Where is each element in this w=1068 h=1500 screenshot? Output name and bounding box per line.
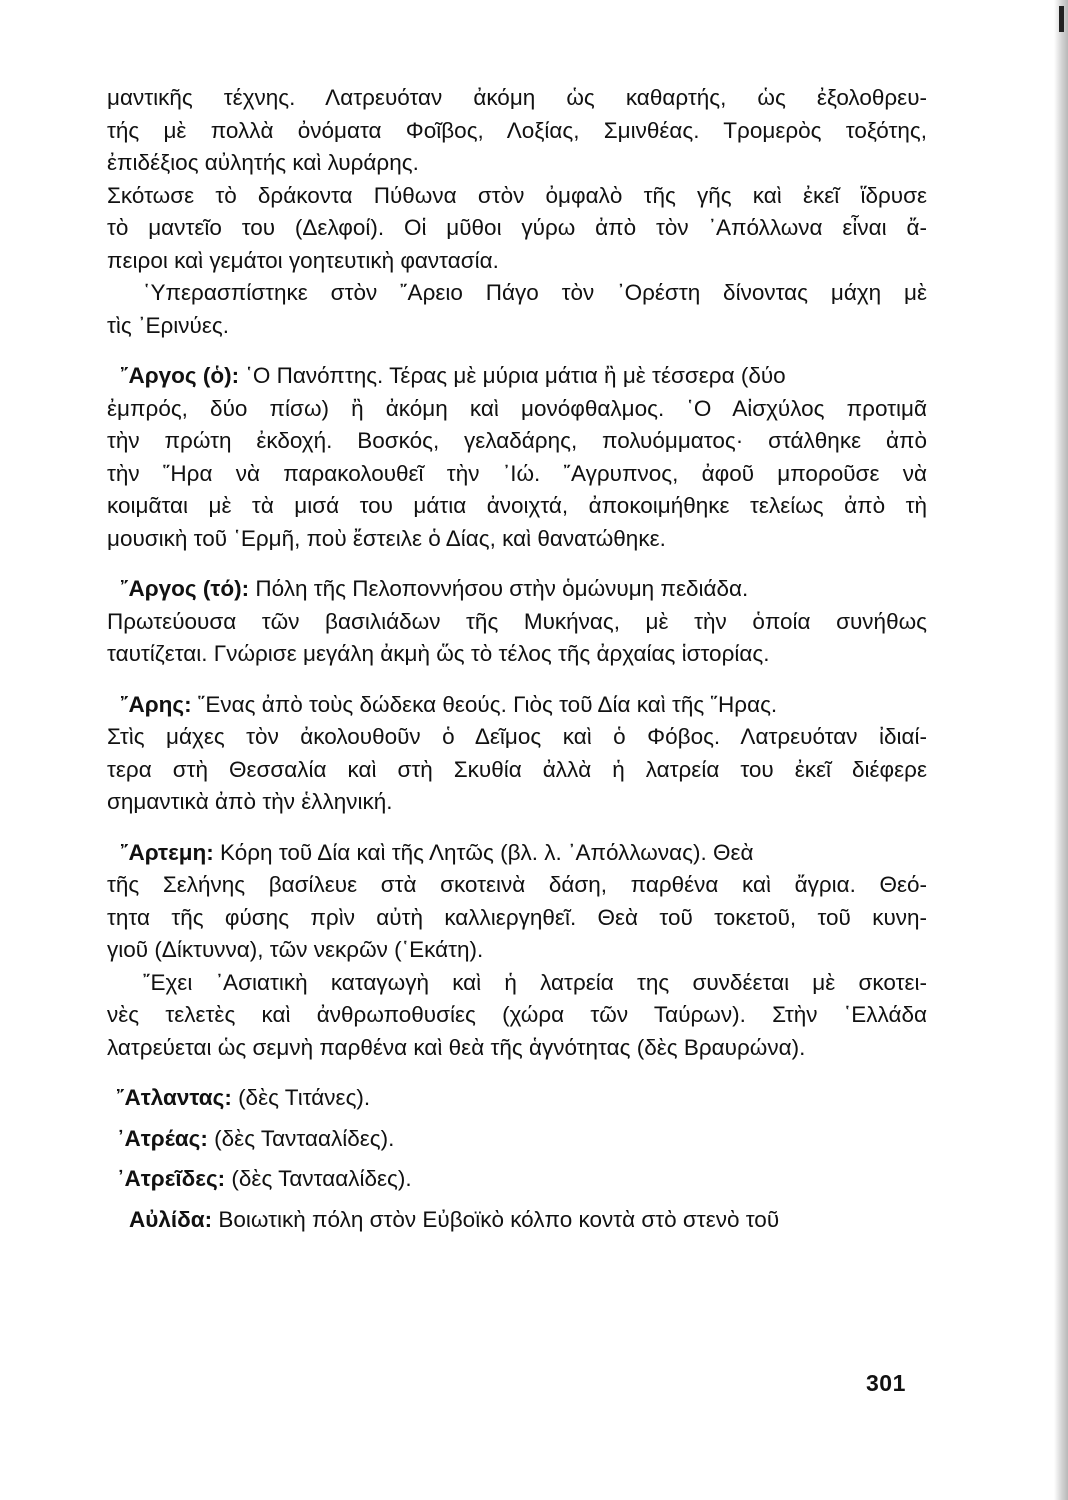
entry-gap xyxy=(107,1196,927,1204)
entry-argos-city xyxy=(107,573,927,606)
entry-term: Αὐλίδα: xyxy=(129,1206,213,1232)
entry-term: ᾿Ατρέας: xyxy=(117,1125,208,1151)
text-line: γιοῦ (Δίκτυννα), τῶν νεκρῶν (῾Εκάτη). xyxy=(107,937,484,962)
entry-gap xyxy=(107,1064,927,1082)
entry-gap xyxy=(107,342,927,360)
entry-term: ῎Αργος (τό): xyxy=(121,576,250,601)
text-line: ἐπιδέξιος αὐλητής καὶ λυράρης. xyxy=(107,150,419,175)
text-line: τερα στὴ Θεσσαλία καὶ στὴ Σκυθία ἀλλὰ ἡ λατρεία του ἐκεῖ διέφερε xyxy=(107,756,927,782)
text-line: Σκότωσε τὸ δράκοντα Πύθωνα στὸν ὀμφαλὸ τῆς γῆς καὶ ἐκεῖ ἵδρυσε xyxy=(107,182,927,208)
entry-text: Βοιωτικὴ πόλη στὸν Εὐβοϊκὸ κόλπο κοντὰ στὸ στενὸ τοῦ xyxy=(212,1206,780,1232)
entry-atreides xyxy=(107,1163,927,1196)
page-edge-mark xyxy=(1059,6,1064,32)
entry-term: ῎Ατλαντας: xyxy=(117,1085,232,1110)
document-page xyxy=(107,82,927,1236)
text-line: κοιμᾶται μὲ τὰ μισά του μάτια ἀνοιχτά, ἀποκοιμήθηκε τελείως ἀπὸ τὴ xyxy=(107,493,927,518)
entry-gap xyxy=(107,555,927,573)
text-line: μουσικὴ τοῦ ῾Ερμῆ, ποὺ ἔστειλε ὁ Δίας, καὶ θανατώθηκε. xyxy=(107,525,666,551)
text-line: τητα τῆς φύσης πρὶν αὐτὴ καλλιεργηθεῖ. Θεὰ τοῦ τοκετοῦ, τοῦ κυνη- xyxy=(107,904,927,930)
text-line: πειροι καὶ γεμάτοι γοητευτικὴ φαντασία. xyxy=(107,247,499,273)
entry-aulis xyxy=(107,1204,927,1237)
text-line: τής μὲ πολλὰ ὀνόματα Φοῖβος, Λοξίας, Σμινθέας. Τρομερὸς τοξότης, xyxy=(107,117,927,143)
text-line: τὴν πρώτη ἐκδοχή. Βοσκός, γελαδάρης, πολυόμματος· στάλθηκε ἀπὸ xyxy=(107,428,927,453)
text-line: τὴν ῞Ηρα νὰ παρακολουθεῖ τὴν ᾿Ιώ. ῎Αγρυπνος, ἀφοῦ μποροῦσε νὰ xyxy=(107,460,927,486)
text-line: ἐμπρός, δύο πίσω) ἢ ἀκόμη καὶ μονόφθαλμος. ῾Ο Αἰσχύλος προτιμᾶ xyxy=(107,395,927,421)
entry-gap xyxy=(107,1155,927,1163)
entry-gap xyxy=(107,671,927,689)
text-line: λατρεύεται ὡς σεμνὴ παρθένα καὶ θεὰ τῆς ἁγνότητας (δὲς Βραυρώνα). xyxy=(107,1034,806,1060)
entry-text: (δὲς Ταντααλίδες). xyxy=(225,1166,412,1191)
entry-gap xyxy=(107,819,927,837)
entry-term: ῎Αρτεμη: xyxy=(121,839,214,865)
entry-term: ῎Αρης: xyxy=(121,691,192,717)
entry-atlas xyxy=(107,1082,927,1115)
entry-atreus xyxy=(107,1123,927,1156)
entry-gap xyxy=(107,1115,927,1123)
text-line: μαντικῆς τέχνης. Λατρευόταν ἀκόμη ὡς καθαρτής, ὡς ἐξολοθρευ- xyxy=(107,85,927,110)
page-edge-shadow xyxy=(1054,0,1068,1500)
entry-text: (δὲς Ταντααλίδες). xyxy=(207,1125,395,1151)
text-line: νὲς τελετὲς καὶ ἀνθρωποθυσίες (χώρα τῶν Ταύρων). Στὴν ῾Ελλάδα xyxy=(107,1002,927,1027)
entry-argos-masc xyxy=(107,360,927,393)
entry-text: ῞Ενας ἀπὸ τοὺς δώδεκα θεούς. Γιὸς τοῦ Δία καὶ τῆς ῞Ηρας. xyxy=(191,691,778,717)
text-line: τὸ μαντεῖο του (Δελφοί). Οἱ μῦθοι γύρω ἀπὸ τὸν ᾿Απόλλωνα εἶναι ἄ- xyxy=(107,215,927,240)
page-number: 301 xyxy=(866,1370,906,1396)
entry-text: ῾Ο Πανόπτης. Τέρας μὲ μύρια μάτια ἢ μὲ τέσσερα (δύο xyxy=(239,363,786,388)
text-line: ῾Υπερασπίστηκε στὸν ῎Αρειο Πάγο τὸν ᾿Ορέστη δίνοντας μάχη μὲ xyxy=(143,280,927,305)
text-line: τὶς ᾿Ερινύες. xyxy=(107,312,229,338)
text-line: τῆς Σελήνης βασίλευε στὰ σκοτεινὰ δάση, παρθένα καὶ ἄγρια. Θεό- xyxy=(107,872,927,897)
text-line: ῎Εχει ᾿Ασιατικὴ καταγωγὴ καὶ ἡ λατρεία της συνδέεται μὲ σκοτει- xyxy=(143,969,927,995)
text-line: ταυτίζεται. Γνώρισε μεγάλη ἀκμὴ ὥς τὸ τέλος τῆς ἀρχαίας ἱστορίας. xyxy=(107,641,770,666)
text-line: σημαντικὰ ἀπὸ τὴν ἑλληνική. xyxy=(107,789,393,814)
entry-artemis xyxy=(107,837,927,870)
entry-text: Πόλη τῆς Πελοποννήσου στὴν ὁμώνυμη πεδιάδα. xyxy=(249,576,749,601)
text-line: Στὶς μάχες τὸν ἀκολουθοῦν ὁ Δεῖμος καὶ ὁ Φόβος. Λατρευόταν ἰδιαί- xyxy=(107,724,927,749)
entry-term: ῎Αργος (ὁ): xyxy=(121,363,240,388)
entry-text: Κόρη τοῦ Δία καὶ τῆς Λητῶς (βλ. λ. ᾿Απόλλωνας). Θεὰ xyxy=(213,839,754,865)
entry-text: (δὲς Τιτάνες). xyxy=(231,1085,371,1110)
entry-term: ᾿Ατρεῖδες: xyxy=(117,1166,226,1191)
text-line: Πρωτεύουσα τῶν βασιλιάδων τῆς Μυκήνας, μὲ τὴν ὁποία συνήθως xyxy=(107,608,927,634)
entry-ares xyxy=(107,689,927,722)
